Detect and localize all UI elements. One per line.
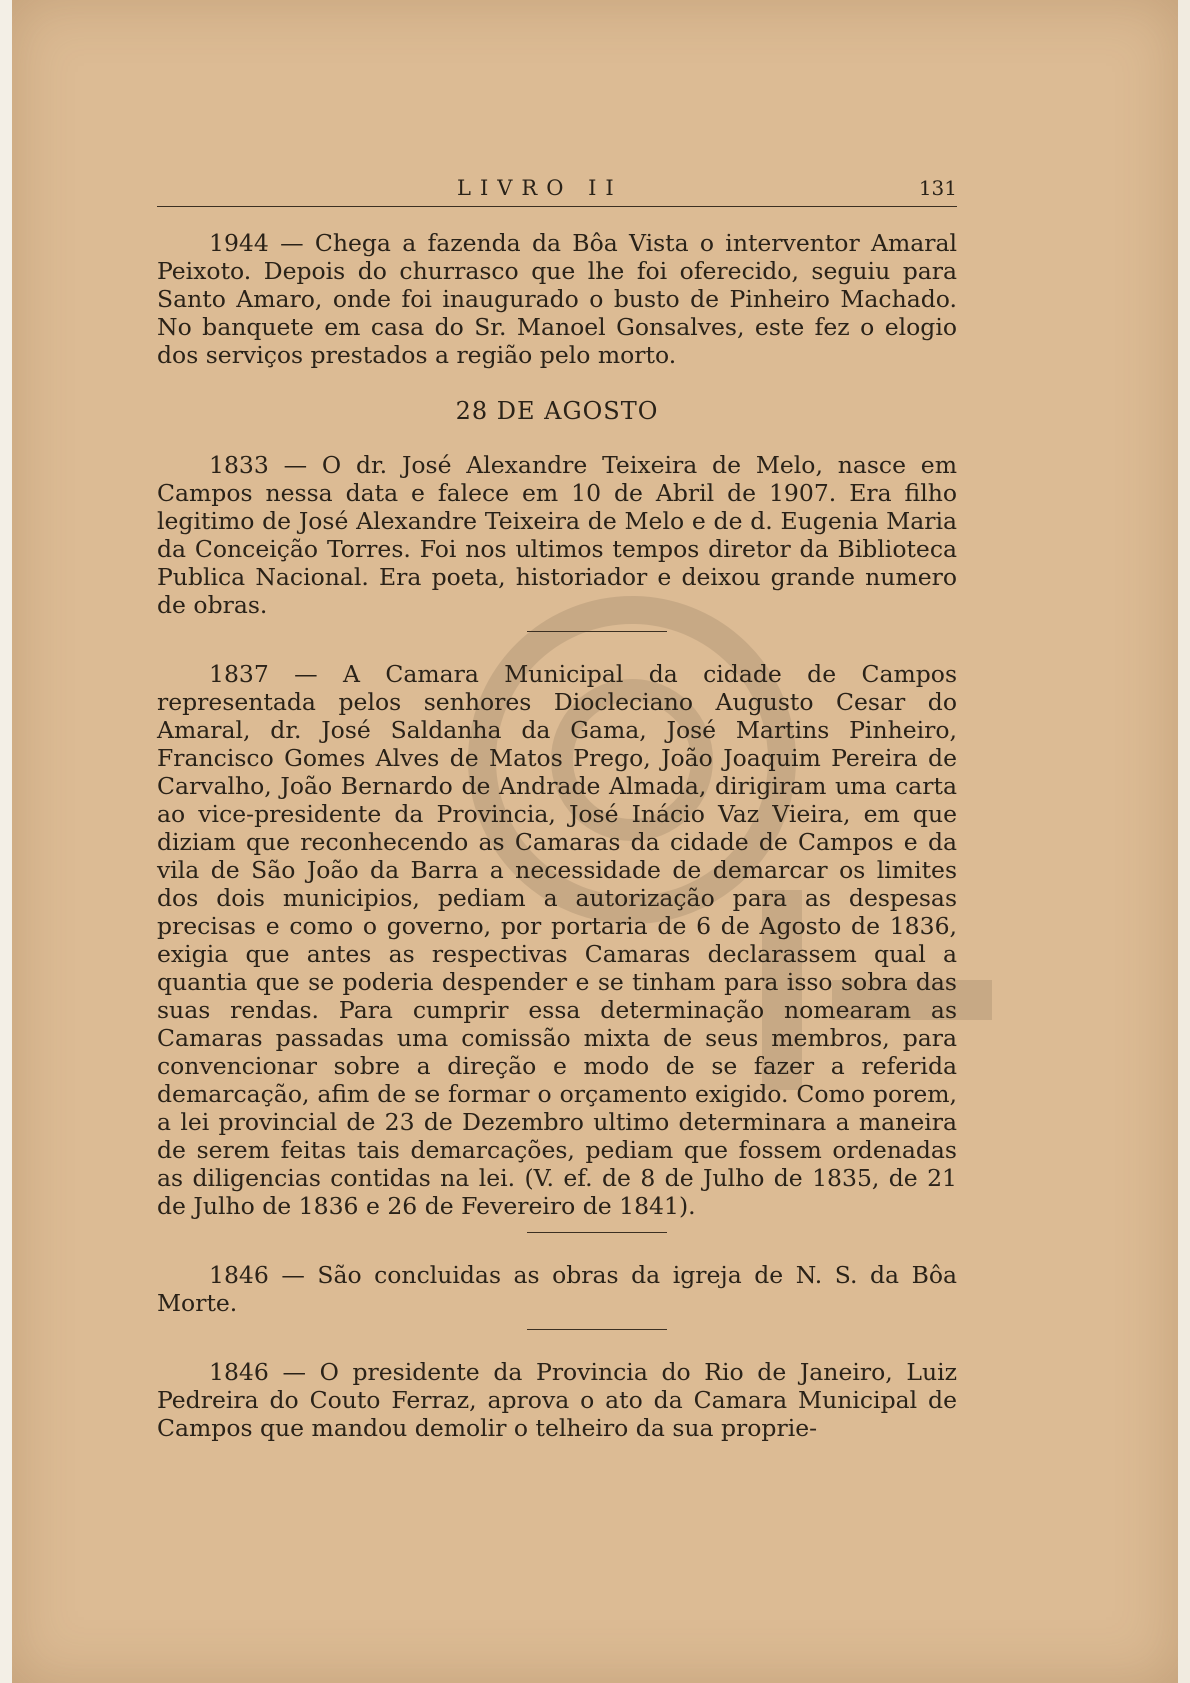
separator-rule (527, 631, 667, 632)
scan-edge (0, 0, 12, 1683)
entry-1944: 1944 — Chega a fazenda da Bôa Vista o interventor Amaral Peixoto. Depois do churrasco que lhe foi oferecido, seguiu para Santo Amaro, onde foi inaugurado o busto de Pinheiro Machado. No banquete em casa do Sr. Manoel Gonsalves, este fez o elogio dos serviços prestados a região pelo morto. (157, 229, 957, 369)
separator-rule (527, 1232, 667, 1233)
separator-rule (527, 1329, 667, 1330)
entry-1846-president: 1846 — O presidente da Provincia do Rio de Janeiro, Luiz Pedreira do Couto Ferraz, aprova o ato da Camara Municipal de Campos que mandou demolir o telheiro da sua proprie- (157, 1358, 957, 1442)
page-number: 131 (918, 176, 957, 200)
entry-1837: 1837 — A Camara Municipal da cidade de Campos representada pelos senhores Diocleciano Augusto Cesar do Amaral, dr. José Saldanha da Gama, José Martins Pinheiro, Francisco Gomes Alves de Matos Prego, João Joaquim Pereira de Carvalho, João Bernardo de Andrade Almada, dirigiram uma carta ao vice-presidente da Provincia, José Inácio Vaz Vieira, em que diziam que reconhecendo as Camaras da cidade de Campos e da vila de São João da Barra a necessidade de demarcar os limites dos dois municipios, pediam a autorização para as despesas precisas e como o governo, por portaria de 6 de Agosto de 1836, exigia que antes as respectivas Camaras declarassem qual a quantia que se poderia despender e se tinham para isso sobra das suas rendas. Para cumprir essa determinação nomearam as Camaras passadas uma comissão mixta de seus membros, para convencionar sobre a direção e modo de se fazer a referida demarcação, afim de se formar o orçamento exigido. Como porem, a lei provincial de 23 de Dezembro ultimo determinara a maneira de serem feitas tais demarcações, pediam que fossem ordenadas as diligencias contidas na lei. (V. ef. de 8 de Julho de 1835, de 21 de Julho de 1836 e 26 de Fevereiro de 1841). (157, 660, 957, 1220)
entry-1833: 1833 — O dr. José Alexandre Teixeira de Melo, nasce em Campos nessa data e falece em 10 de Abril de 1907. Era filho legitimo de José Alexandre Teixeira de Melo e de d. Eugenia Maria da Conceição Torres. Foi nos ultimos tempos diretor da Biblioteca Publica Nacional. Era poeta, historiador e deixou grande numero de obras. (157, 451, 957, 619)
book-title: LIVRO II (457, 176, 623, 200)
page-content (157, 170, 957, 1442)
book-page (12, 0, 1178, 1683)
entry-1846-church: 1846 — São concluidas as obras da igreja de N. S. da Bôa Morte. (157, 1261, 957, 1317)
running-header (157, 170, 957, 207)
section-heading: 28 DE AGOSTO (455, 397, 659, 425)
